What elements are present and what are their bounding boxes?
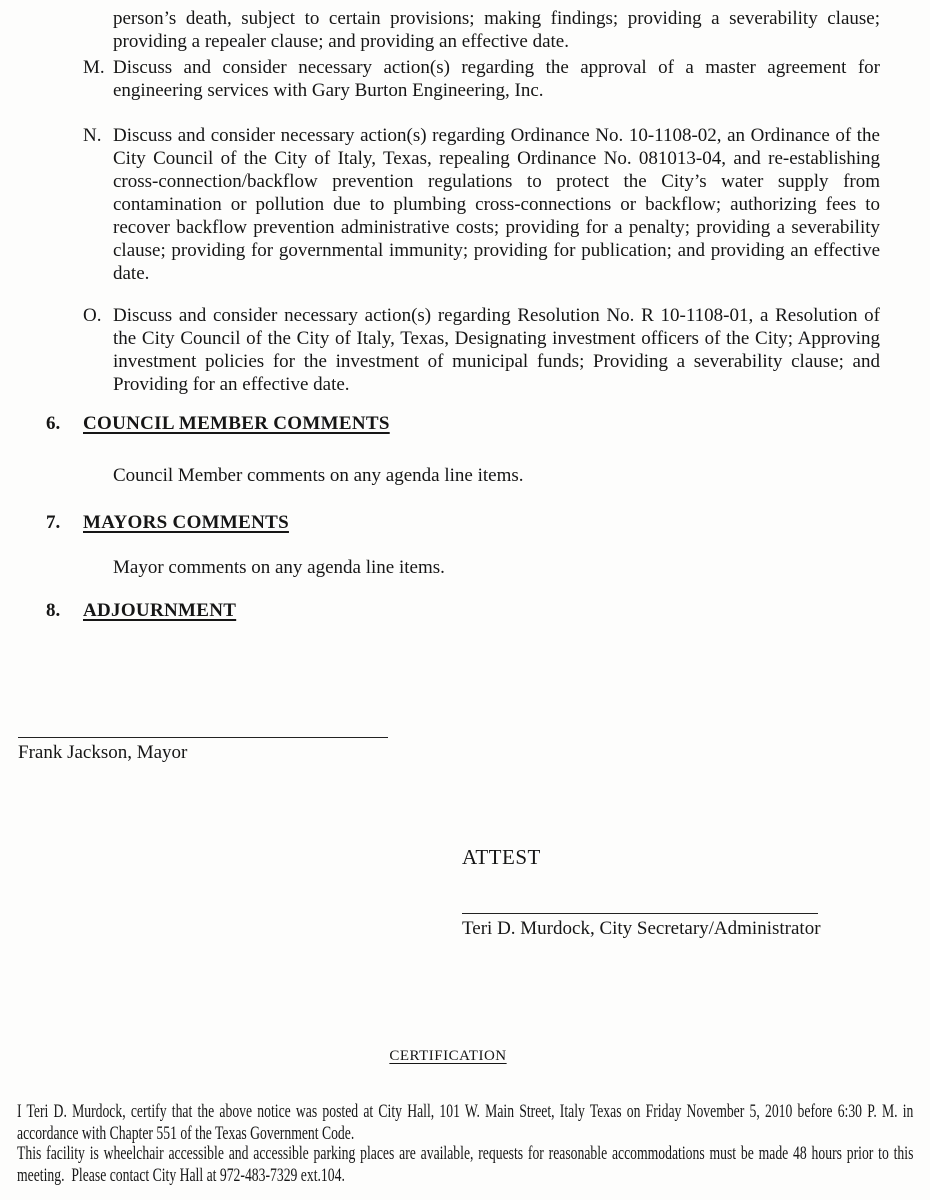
- section-number: 7.: [46, 512, 61, 533]
- item-letter: N.: [83, 125, 102, 146]
- item-text: Discuss and consider necessary action(s) regarding Ordinance No. 10-1108-02, an Ordinance of the City Council of the City of Italy, Texas, repealing Ordinance No. 081013-04, and re-establishing cross-connection/backflow prevention regulations to protect the City’s water supply from contamination or pollution due to plumbing cross-connections or backflow; authorizing fees to recover backflow prevention administrative costs; providing for a penalty; providing a severability clause; providing for governmental immunity; providing for publication; and providing an effective date.: [113, 125, 880, 284]
- section-7-body: Mayor comments on any agenda line items.: [113, 557, 445, 578]
- section-number: 8.: [46, 600, 61, 621]
- section-6-heading: [46, 412, 390, 435]
- certification-heading: CERTIFICATION: [389, 1048, 507, 1064]
- agenda-item-o: [83, 304, 880, 396]
- section-8-heading: [46, 599, 236, 622]
- continuation-paragraph: person’s death, subject to certain provisions; making findings; providing a severability clause; providing a repealer clause; and providing an effective date.: [113, 8, 880, 52]
- mayor-signature-name: Frank Jackson, Mayor: [18, 742, 188, 763]
- item-text: Discuss and consider necessary action(s) regarding Resolution No. R 10-1108-01, a Resolution of the City Council of the City of Italy, Texas, Designating investment officers of the City; Approving investment policies for the investment of municipal funds; Providing a severability clause; and Providing for an effective date.: [113, 305, 880, 395]
- agenda-item-n: [83, 124, 880, 285]
- accessibility-paragraph: This facility is wheelchair accessible and accessible parking places are available, requests for reasonable accommodations must be made 48 hours prior to this meeting. Please contact City Hall at 972-483-7329 ext.104.: [17, 1143, 914, 1186]
- secretary-signature-name: Teri D. Murdock, City Secretary/Administrator: [462, 918, 821, 939]
- section-title: COUNCIL MEMBER COMMENTS: [83, 413, 390, 434]
- section-title: MAYORS COMMENTS: [83, 512, 289, 533]
- section-7-heading: [46, 511, 289, 534]
- item-letter: M.: [83, 57, 105, 78]
- agenda-item-m: [83, 56, 880, 102]
- secretary-signature-line: [462, 913, 818, 914]
- section-number: 6.: [46, 413, 61, 434]
- certification-posting-paragraph: I Teri D. Murdock, certify that the above notice was posted at City Hall, 101 W. Main Street, Italy Texas on Friday November 5, 2010 before 6:30 P. M. in accordance with Chapter 551 of the Texas Government Code.: [17, 1101, 914, 1144]
- attest-label: ATTEST: [462, 845, 541, 869]
- mayor-signature-line: [18, 737, 388, 738]
- item-text: Discuss and consider necessary action(s) regarding the approval of a master agreement for engineering services with Gary Burton Engineering, Inc.: [113, 57, 880, 101]
- item-letter: O.: [83, 305, 102, 326]
- section-title: ADJOURNMENT: [83, 600, 237, 621]
- section-6-body: Council Member comments on any agenda line items.: [113, 465, 524, 486]
